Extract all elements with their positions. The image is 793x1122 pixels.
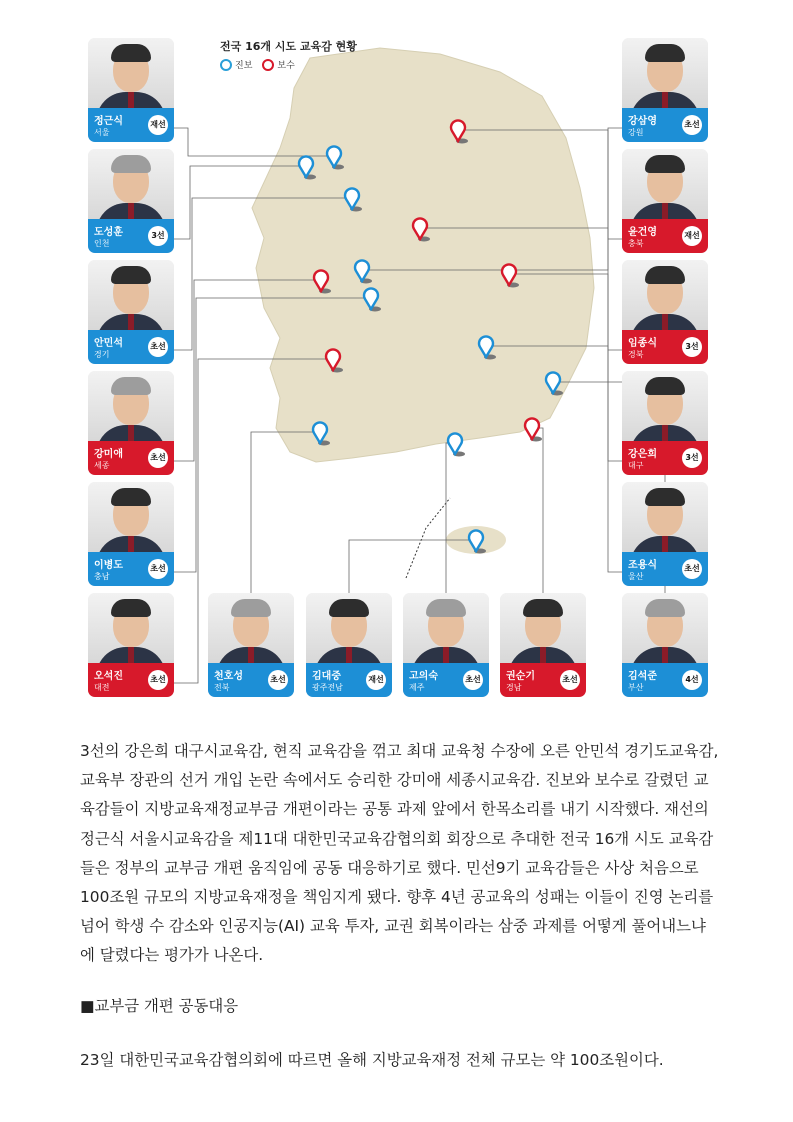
term-badge: 초선 <box>560 670 580 690</box>
superintendent-region: 충남 <box>94 572 110 581</box>
maritime-boundary <box>406 498 450 578</box>
tie <box>248 647 254 663</box>
superintendent-card <box>88 593 174 697</box>
hair <box>645 44 685 62</box>
legend-progressive-label: 진보 <box>235 61 253 71</box>
hair <box>231 599 271 617</box>
tie <box>128 92 134 108</box>
tie <box>662 647 668 663</box>
tie <box>662 314 668 330</box>
hair <box>111 155 151 173</box>
figure-title: 전국 16개 시도 교육감 현황 <box>220 40 357 53</box>
portrait-photo <box>622 482 708 552</box>
name-band <box>306 663 392 697</box>
term-badge: 초선 <box>463 670 483 690</box>
superintendent-region: 대전 <box>94 683 110 692</box>
superintendent-name: 천호성 <box>214 671 243 682</box>
hair <box>645 266 685 284</box>
portrait-photo <box>88 260 174 330</box>
tie <box>662 203 668 219</box>
term-badge: 4선 <box>682 670 702 690</box>
connector-line <box>446 443 455 593</box>
superintendent-card <box>622 149 708 253</box>
portrait-photo <box>622 149 708 219</box>
superintendent-name: 정근식 <box>94 116 123 127</box>
peninsula-shape <box>252 48 594 462</box>
term-badge: 초선 <box>148 559 168 579</box>
superintendent-card <box>208 593 294 697</box>
portrait-photo <box>622 371 708 441</box>
name-band <box>88 663 174 697</box>
name-band <box>88 552 174 586</box>
superintendent-region: 부산 <box>628 683 644 692</box>
superintendent-region: 강원 <box>628 128 644 137</box>
hair <box>111 377 151 395</box>
term-badge: 초선 <box>148 670 168 690</box>
term-badge: 초선 <box>148 337 168 357</box>
tie <box>128 647 134 663</box>
tie <box>128 425 134 441</box>
name-band <box>208 663 294 697</box>
article-subheading: ■교부금 개편 공동대응 <box>80 997 239 1015</box>
superintendent-region: 세종 <box>94 461 110 470</box>
name-band <box>622 108 708 142</box>
portrait-photo <box>88 149 174 219</box>
conservative-pin-icon <box>262 59 274 71</box>
superintendent-card <box>622 371 708 475</box>
portrait-photo <box>88 482 174 552</box>
name-band <box>403 663 489 697</box>
superintendent-region: 경북 <box>628 350 644 359</box>
hair <box>111 266 151 284</box>
superintendent-region: 서울 <box>94 128 110 137</box>
superintendent-card <box>88 38 174 142</box>
term-badge: 재선 <box>682 226 702 246</box>
name-band <box>622 552 708 586</box>
hair <box>329 599 369 617</box>
superintendent-region: 충북 <box>628 239 644 248</box>
portrait-photo <box>88 38 174 108</box>
portrait-photo <box>306 593 392 663</box>
tie <box>128 536 134 552</box>
superintendent-region: 경남 <box>506 683 522 692</box>
superintendent-name: 오석진 <box>94 671 123 682</box>
superintendent-region: 울산 <box>628 572 644 581</box>
term-badge: 초선 <box>148 448 168 468</box>
superintendent-name: 강삼영 <box>628 116 657 127</box>
tie <box>443 647 449 663</box>
tie <box>128 203 134 219</box>
superintendent-name: 김석준 <box>628 671 657 682</box>
korea-map <box>80 28 712 708</box>
portrait-photo <box>622 38 708 108</box>
superintendent-card <box>500 593 586 697</box>
hair <box>111 488 151 506</box>
hair <box>523 599 563 617</box>
legend-conservative <box>262 58 294 71</box>
superintendent-card <box>88 371 174 475</box>
connector-line <box>532 428 543 593</box>
progressive-pin-icon <box>220 59 232 71</box>
portrait-photo <box>500 593 586 663</box>
superintendent-region: 광주전남 <box>312 683 343 692</box>
portrait-photo <box>622 593 708 663</box>
superintendent-region: 제주 <box>409 683 425 692</box>
hair <box>426 599 466 617</box>
term-badge: 재선 <box>148 115 168 135</box>
superintendent-card <box>306 593 392 697</box>
hair <box>111 44 151 62</box>
superintendent-card <box>622 260 708 364</box>
superintendent-card <box>622 482 708 586</box>
term-badge: 초선 <box>682 115 702 135</box>
article-paragraph-1: 3선의 강은희 대구시교육감, 현직 교육감을 꺾고 최대 교육청 수장에 오른 안민석 경기도교육감, 교육부 장관의 선거 개입 논란 속에서도 승리한 강미애 세종시교육감. 진보와 보수로 갈렸던 교육감들이 지방교육재정교부금 개편이라는 공통 과제 앞에서 한목소리를 내기 시작했다. 재선의 정근식 서울시교육감을 제11대 대한민국교육감협의회 회장으로 추대한 전국 16개 시도 교육감들은 정부의 교부금 개편 움직임에 공동 대응하기로 했다. 민선9기 교육감들은 사상 처음으로 100조원 규모의 지방교육재정을 책임지게 됐다. 향후 4년 공교육의 성패는 이들이 진영 논리를 넘어 학생 수 감소와 인공지능(AI) 교육 투자, 교권 회복이라는 삼중 과제를 어떻게 풀어내느냐에 달렸다는 평가가 나온다. <box>80 742 719 965</box>
superintendent-name: 김대중 <box>312 671 341 682</box>
superintendent-name: 이병도 <box>94 560 123 571</box>
term-badge: 3선 <box>148 226 168 246</box>
name-band <box>88 219 174 253</box>
superintendent-name: 강은희 <box>628 449 657 460</box>
superintendent-card <box>88 149 174 253</box>
superintendent-region: 경기 <box>94 350 110 359</box>
portrait-photo <box>403 593 489 663</box>
name-band <box>622 441 708 475</box>
legend-progressive <box>220 58 252 71</box>
hair <box>645 488 685 506</box>
superintendent-card <box>88 260 174 364</box>
superintendent-card <box>622 38 708 142</box>
superintendent-name: 고의숙 <box>409 671 438 682</box>
superintendent-card <box>88 482 174 586</box>
name-band <box>622 663 708 697</box>
portrait-photo <box>88 371 174 441</box>
name-band <box>622 330 708 364</box>
hair <box>645 155 685 173</box>
superintendent-region: 인천 <box>94 239 110 248</box>
figure-legend <box>220 58 295 71</box>
superintendent-map-figure <box>80 28 712 708</box>
superintendent-name: 안민석 <box>94 338 123 349</box>
superintendent-name: 임종식 <box>628 338 657 349</box>
portrait-photo <box>622 260 708 330</box>
hair <box>111 599 151 617</box>
tie <box>662 92 668 108</box>
term-badge: 3선 <box>682 337 702 357</box>
hair <box>645 599 685 617</box>
portrait-photo <box>88 593 174 663</box>
tie <box>540 647 546 663</box>
legend-conservative-label: 보수 <box>277 61 295 71</box>
term-badge: 3선 <box>682 448 702 468</box>
name-band <box>622 219 708 253</box>
superintendent-name: 조용식 <box>628 560 657 571</box>
hair <box>645 377 685 395</box>
term-badge: 초선 <box>682 559 702 579</box>
superintendent-card <box>403 593 489 697</box>
article-paragraph-2: 23일 대한민국교육감협의회에 따르면 올해 지방교육재정 전체 규모는 약 100조원이다. <box>80 1051 664 1069</box>
superintendent-card <box>622 593 708 697</box>
name-band <box>88 441 174 475</box>
portrait-photo <box>208 593 294 663</box>
term-badge: 재선 <box>366 670 386 690</box>
term-badge: 초선 <box>268 670 288 690</box>
tie <box>346 647 352 663</box>
name-band <box>88 108 174 142</box>
tie <box>128 314 134 330</box>
name-band <box>88 330 174 364</box>
superintendent-name: 도성훈 <box>94 227 123 238</box>
name-band <box>500 663 586 697</box>
superintendent-name: 강미애 <box>94 449 123 460</box>
tie <box>662 425 668 441</box>
superintendent-region: 대구 <box>628 461 644 470</box>
superintendent-name: 윤건영 <box>628 227 657 238</box>
tie <box>662 536 668 552</box>
superintendent-region: 전북 <box>214 683 230 692</box>
superintendent-name: 권순기 <box>506 671 535 682</box>
